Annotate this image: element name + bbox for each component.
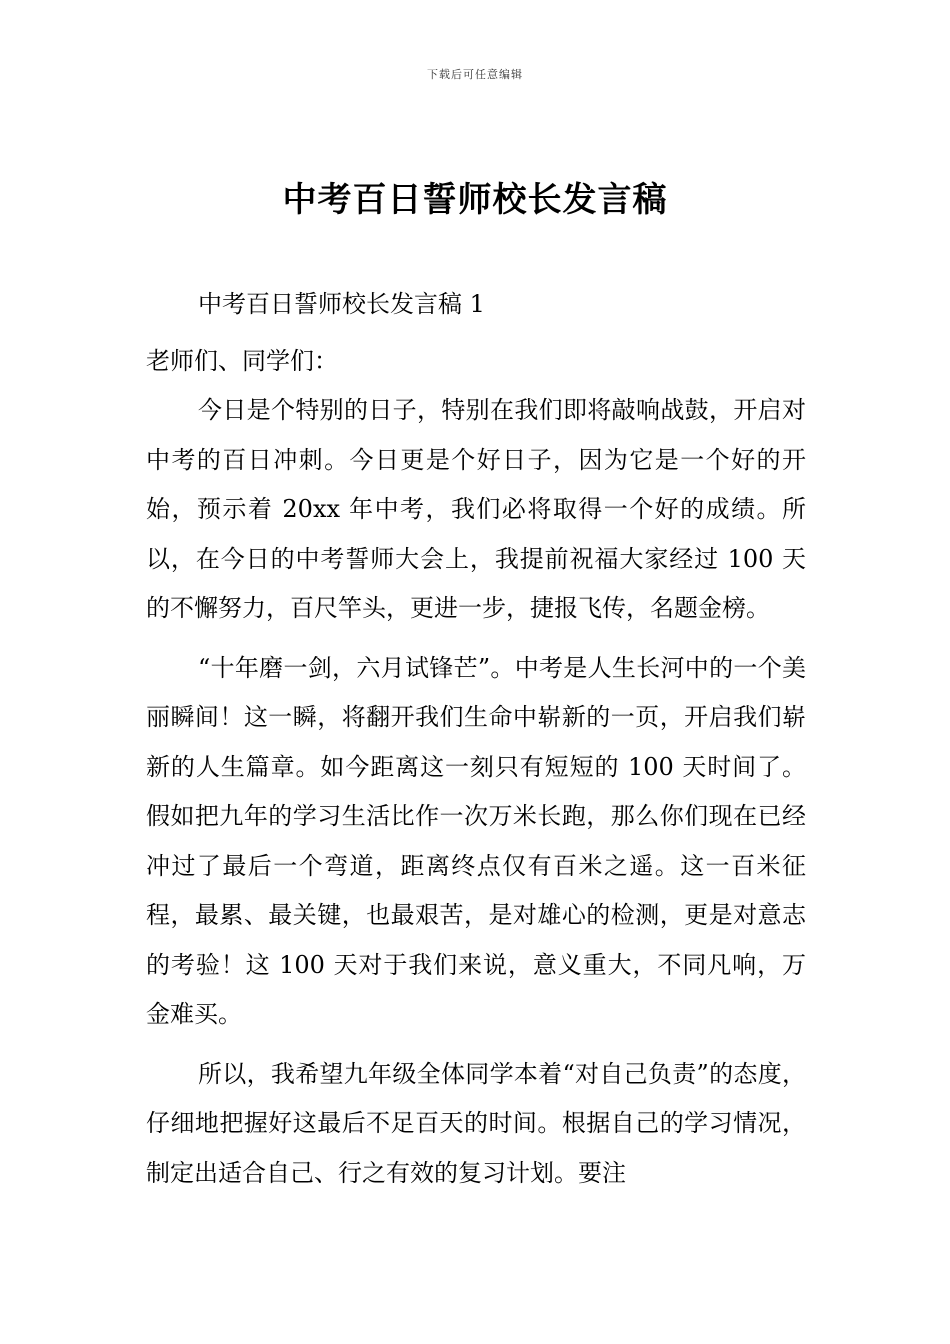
document-body — [146, 280, 806, 1198]
paragraph-3: 所以，我希望九年级全体同学本着“对自己负责”的态度，仔细地把握好这最后不足百天的时间。根据自己的学习情况，制定出适合自己、行之有效的复习计划。要注 — [146, 1059, 806, 1187]
paragraph-2: “十年磨一剑，六月试锋芒”。中考是人生长河中的一个美丽瞬间！这一瞬，将翻开我们生命中崭新的一页，开启我们崭新的人生篇章。如今距离这一刻只有短短的 100 天时间了。假如把九年的学习生活比作一次万米长跑，那么你们现在已经冲过了最后一个弯道，距离终点仅有百米之遥。这一百米征程，最累、最关键，也最艰苦，是对雄心的检测，更是对意志的考验！这 100 天对于我们来说，意义重大，不同凡响，万金难买。 — [146, 653, 806, 1028]
document-title: 中考百日誓师校长发言稿 — [282, 180, 668, 220]
section-heading: 中考百日誓师校长发言稿 1 — [198, 290, 485, 318]
salutation: 老师们、同学们： — [146, 346, 338, 375]
paragraph-1: 今日是个特别的日子，特别在我们即将敲响战鼓，开启对中考的百日冲刺。今日更是个好日子，因为它是一个好的开始，预示着 20xx 年中考，我们必将取得一个好的成绩。所以，在今日的中考誓师大会上，我提前祝福大家经过 100 天的不懈努力，百尺竿头，更进一步，捷报飞传，名题金榜。 — [146, 396, 806, 622]
header-note: 下载后可任意编辑 — [427, 68, 523, 81]
